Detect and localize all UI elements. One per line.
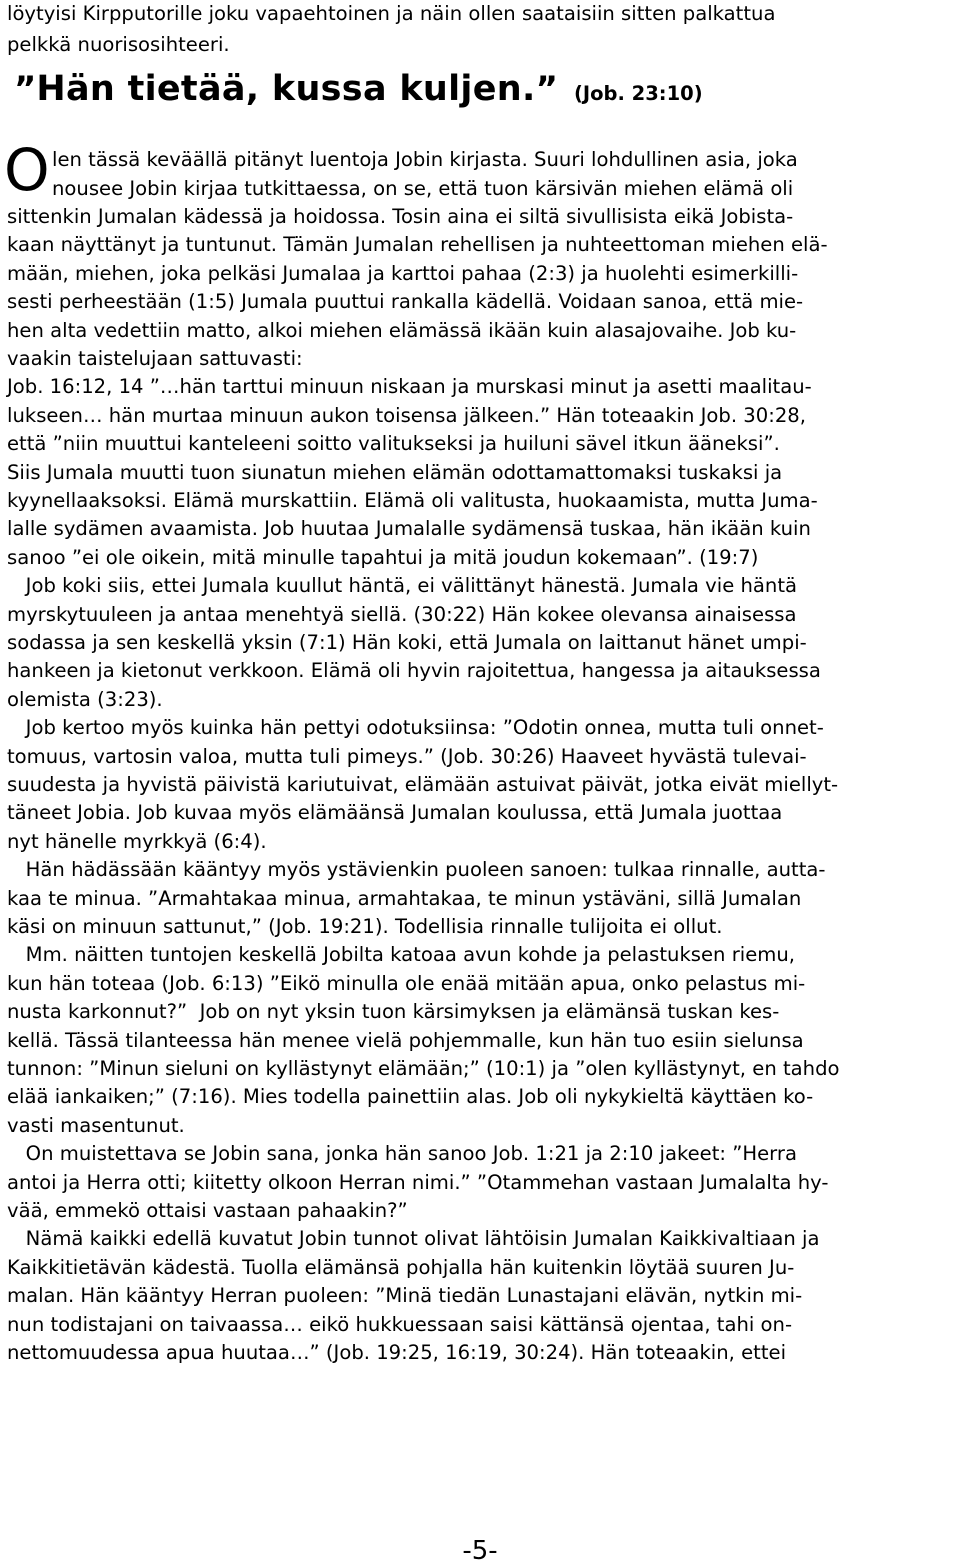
body-line: vää, emmekö ottaisi vastaan pahaakin?” xyxy=(7,1199,408,1222)
body-line: nousee Jobin kirjaa tutkittaessa, on se, että tuon kärsivän miehen elämä oli xyxy=(52,177,794,200)
body-line: suudesta ja hyvistä päivistä kariutuivat, elämään astuivat päivät, jotka eivät miellyt- xyxy=(7,773,839,796)
body-line: vaakin taistelujaan sattuvasti: xyxy=(7,347,303,370)
section-heading xyxy=(14,64,703,114)
body-line: nusta karkonnut?” Job on nyt yksin tuon kärsimyksen ja elämänsä tuskan kes- xyxy=(7,1000,780,1023)
body-line: käsi on minuun sattunut,” (Job. 19:21). Todellisia rinnalle tulijoita ei ollut. xyxy=(7,915,723,938)
heading-title: Hän tietää, kussa kuljen. xyxy=(36,69,536,109)
body-line: kyynellaaksoksi. Elämä murskattiin. Elämä oli valitusta, huokaamista, mutta Juma- xyxy=(7,489,818,512)
intro-line-1: löytyisi Kirpputorille joku vapaehtoinen ja näin ollen saataisiin sitten palkattua xyxy=(7,2,776,25)
body-line: sesti perheestään (1:5) Jumala puuttui rankalla kädellä. Voidaan sanoa, että mie- xyxy=(7,290,804,313)
body-line: hen alta vedettiin matto, alkoi miehen elämässä ikään kuin alasajovaihe. Job ku- xyxy=(7,319,797,342)
body-line: Nämä kaikki edellä kuvatut Jobin tunnot olivat lähtöisin Jumalan Kaikkivaltiaan ja xyxy=(7,1227,820,1250)
body-line: myrskytuuleen ja antaa menehtyä siellä. (30:22) Hän kokee olevansa ainaisessa xyxy=(7,603,797,626)
body-line: sanoo ”ei ole oikein, mitä minulle tapahtui ja mitä joudun kokemaan”. (19:7) xyxy=(7,546,759,569)
body-line: lalle sydämen avaamista. Job huutaa Jumalalle sydämensä tuskaa, hän ikään kuin xyxy=(7,517,811,540)
body-line: nettomuudessa apua huutaa…” (Job. 19:25, 16:19, 30:24). Hän toteaakin, ettei xyxy=(7,1341,787,1364)
body-line: kaan näyttänyt ja tuntunut. Tämän Jumalan rehellisen ja nuhteettoman miehen elä- xyxy=(7,233,828,256)
body-line: nun todistajani on taivaassa… eikö hukkuessaan saisi kättänsä ojentaa, tahi on- xyxy=(7,1313,793,1336)
drop-cap: O xyxy=(4,136,50,204)
body-line: tomuus, vartosin valoa, mutta tuli pimeys.” (Job. 30:26) Haaveet hyvästä tulevai- xyxy=(7,745,807,768)
intro-line-2: pelkkä nuorisosihteeri. xyxy=(7,33,230,56)
body-line: että ”niin muuttui kanteleeni soitto valitukseksi ja huiluni sävel itkun ääneksi”. xyxy=(7,432,780,455)
body-line: Mm. näitten tuntojen keskellä Jobilta katoaa avun kohde ja pelastuksen riemu, xyxy=(7,943,795,966)
body-line: Job. 16:12, 14 ”…hän tarttui minuun niskaan ja murskasi minut ja asetti maalitau- xyxy=(7,375,812,398)
body-line: tunnon: ”Minun sieluni on kyllästynyt elämään;” (10:1) ja ”olen kyllästynyt, en tahdo xyxy=(7,1057,840,1080)
body-line: täneet Jobia. Job kuvaa myös elämäänsä Jumalan koulussa, että Jumala juottaa xyxy=(7,801,783,824)
body-line: kaa te minua. ”Armahtakaa minua, armahtakaa, te minun ystäväni, sillä Jumalan xyxy=(7,887,802,910)
heading-close-quote: ” xyxy=(535,69,558,109)
body-line: malan. Hän kääntyy Herran puoleen: ”Minä tiedän Lunastajani elävän, nytkin mi- xyxy=(7,1284,803,1307)
body-line: Job kertoo myös kuinka hän pettyi odotuksiinsa: ”Odotin onnea, mutta tuli onnet- xyxy=(7,716,824,739)
body-line: len tässä keväällä pitänyt luentoja Jobin kirjasta. Suuri lohdullinen asia, joka xyxy=(52,148,798,171)
heading-open-quote: ” xyxy=(14,69,37,109)
body-line: On muistettava se Jobin sana, jonka hän sanoo Job. 1:21 ja 2:10 jakeet: ”Herra xyxy=(7,1142,797,1165)
body-line: Hän hädässään kääntyy myös ystävienkin puoleen sanoen: tulkaa rinnalle, autta- xyxy=(7,858,826,881)
body-line: kellä. Tässä tilanteessa hän menee vielä pohjemmalle, kun hän tuo esiin sielunsa xyxy=(7,1029,804,1052)
heading-reference: (Job. 23:10) xyxy=(573,82,703,105)
body-line: olemista (3:23). xyxy=(7,688,163,711)
body-line: vasti masentunut. xyxy=(7,1114,185,1137)
body-line: Job koki siis, ettei Jumala kuullut häntä, ei välittänyt hänestä. Jumala vie häntä xyxy=(7,574,798,597)
body-line: kun hän toteaa (Job. 6:13) ”Eikö minulla ole enää mitään apua, onko pelastus mi- xyxy=(7,972,806,995)
body-line: elää iankaiken;” (7:16). Mies todella painettiin alas. Job oli nykykieltä käyttäen ko- xyxy=(7,1085,814,1108)
body-line: nyt hänelle myrkkyä (6:4). xyxy=(7,830,267,853)
page-number: -5- xyxy=(462,1536,498,1566)
body-line: lukseen… hän murtaa minuun aukon toisensa jälkeen.” Hän toteaakin Job. 30:28, xyxy=(7,404,806,427)
body-line: Kaikkitietävän kädestä. Tuolla elämänsä pohjalla hän kuitenkin löytää suuren Ju- xyxy=(7,1256,795,1279)
body-line: hankeen ja kietonut verkkoon. Elämä oli hyvin rajoitettua, hangessa ja aitauksessa xyxy=(7,659,821,682)
body-line: mään, miehen, joka pelkäsi Jumalaa ja karttoi pahaa (2:3) ja huolehti esimerkilli- xyxy=(7,262,799,285)
body-line: antoi ja Herra otti; kiitetty olkoon Herran nimi.” ”Otammehan vastaan Jumalalta hy- xyxy=(7,1171,829,1194)
body-line: sittenkin Jumalan kädessä ja hoidossa. Tosin aina ei siltä sivullisista eikä Jobista- xyxy=(7,205,794,228)
body-line: Siis Jumala muutti tuon siunatun miehen elämän odottamattomaksi tuskaksi ja xyxy=(7,461,783,484)
body-line: sodassa ja sen keskellä yksin (7:1) Hän koki, että Jumala on laittanut hänet umpi- xyxy=(7,631,807,654)
